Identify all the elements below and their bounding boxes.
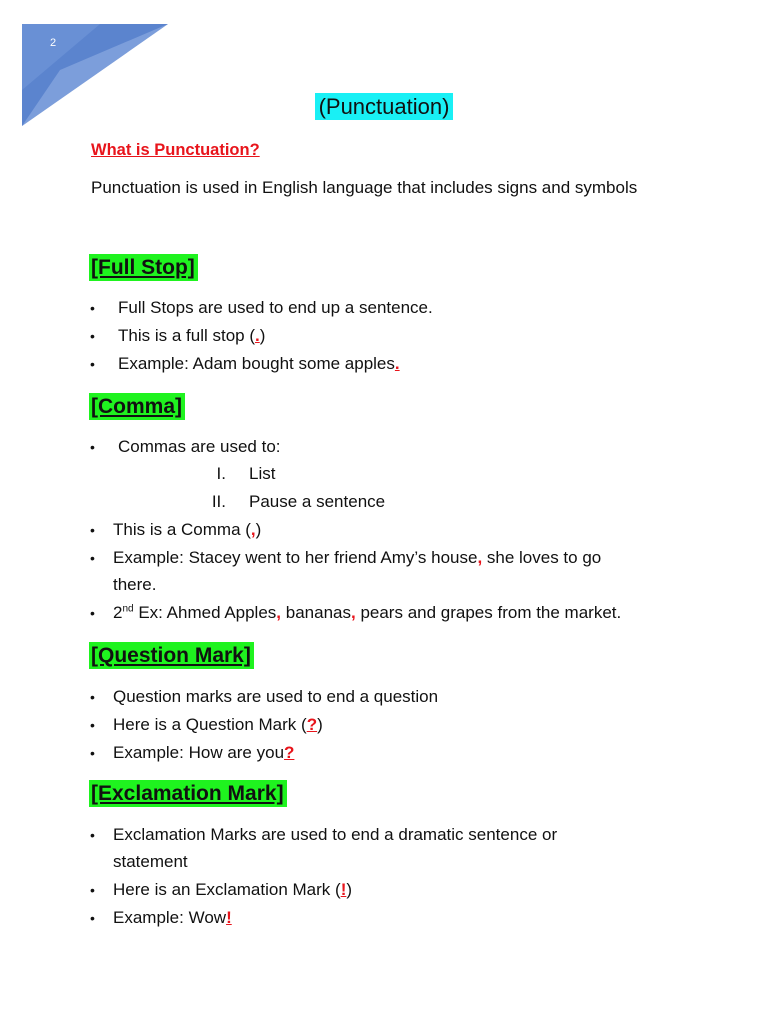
full-stop-symbol: . [255,326,260,345]
bullet-marker: • [90,328,95,344]
question-bullet-1: Question marks are used to end a question [113,687,439,706]
question-bullet-2: Here is a Question Mark (?) [113,715,323,734]
exclamation-mark-heading: [Exclamation Mark] [89,780,287,807]
full-stop-bullet-3: Example: Adam bought some apples. [118,354,400,373]
bullet-marker: • [90,300,95,316]
page-number: 2 [50,37,57,49]
exclamation-bullet-1: Exclamation Marks are used to end a dramatic sentence or [113,825,558,844]
exclamation-bullet-3: Example: Wow! [113,908,232,927]
exclamation-bullet-1-continued: statement [113,852,188,871]
bullet-marker: • [90,550,95,566]
full-stop-bullet-1: Full Stops are used to end up a sentence. [118,298,433,317]
comma-example-symbol: , [477,548,483,567]
full-stop-heading: [Full Stop] [89,254,198,281]
comma-bullet-3: Example: Stacey went to her friend Amy’s house, she loves to go [113,548,602,567]
page-title: (Punctuation) [315,93,454,120]
exclamation-symbol: ! [340,880,347,899]
bullet-marker: • [90,689,95,705]
comma-symbol: , [250,520,256,539]
comma-bullet-2: This is a Comma (,) [113,520,262,539]
question-bullet-3: Example: How are you? [113,743,295,762]
comma-bullet-1: Commas are used to: [118,437,281,456]
intro-question: What is Punctuation? [91,141,260,159]
full-stop-bullet-2: This is a full stop (.) [118,326,266,345]
bullet-marker: • [90,522,95,538]
comma-bullet-4: 2nd Ex: Ahmed Apples, bananas, pears and grapes from the market. [113,603,622,622]
bullet-marker: • [90,827,95,843]
bullet-marker: • [90,910,95,926]
bullet-marker: • [90,439,95,455]
full-stop-example-symbol: . [394,354,400,373]
intro-text: Punctuation is used in English language that includes signs and symbols [91,178,638,197]
bullet-marker: • [90,717,95,733]
exclamation-example-symbol: ! [226,908,232,927]
title-row [0,94,768,120]
comma-example-symbol: , [276,603,282,622]
bullet-marker: • [90,882,95,898]
question-example-symbol: ? [284,743,295,762]
question-symbol: ? [306,715,318,734]
comma-heading: [Comma] [89,393,185,420]
bullet-marker: • [90,605,95,621]
roman-numeral: II. [211,492,226,511]
roman-numeral: I. [216,464,226,483]
roman-item: Pause a sentence [249,492,386,511]
question-mark-heading: [Question Mark] [89,642,254,669]
comma-bullet-3-continued: there. [113,575,157,594]
bullet-marker: • [90,745,95,761]
bullet-marker: • [90,356,95,372]
comma-example-symbol: , [350,603,356,622]
roman-item: List [249,464,276,483]
exclamation-bullet-2: Here is an Exclamation Mark (!) [113,880,353,899]
